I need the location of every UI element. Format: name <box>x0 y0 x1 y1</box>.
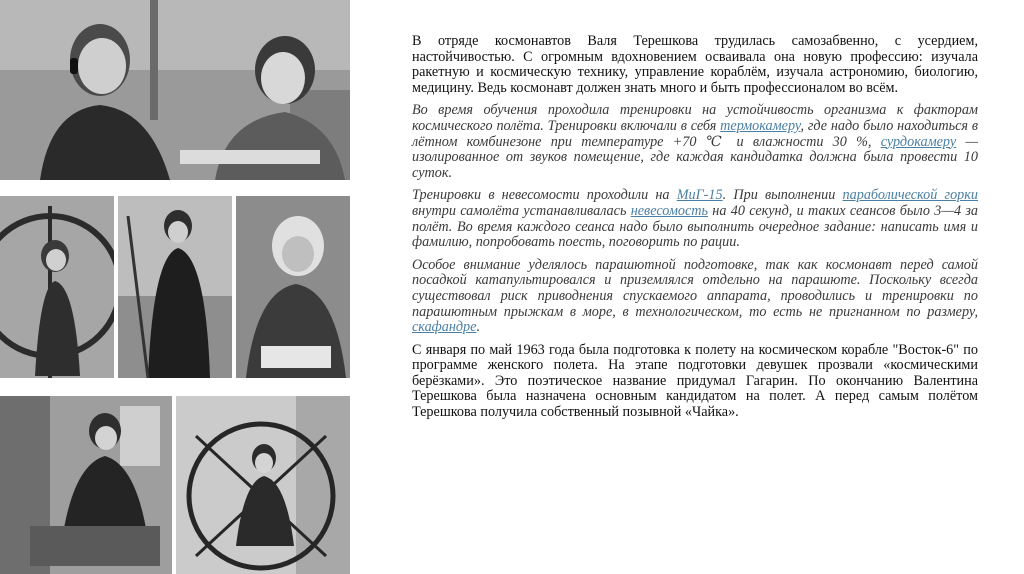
photo-training-equipment <box>118 196 232 378</box>
link-thermochamber[interactable]: термокамеру <box>720 117 801 134</box>
paragraph-intro: В отряде космонавтов Валя Терешкова трудилась самозабвенно, с усердием, настойчивостью. С огромным вдохновением осваивала она новую профессию: изучала ракетную и космическую технику, управление кораблём, изучала астрономию, биологию, медицину. Ведь космонавт должен знать много и быть профессионалом во всём. <box>412 33 978 96</box>
paragraph-parachute <box>412 258 978 336</box>
paragraph-weightlessness-text-d: на 40 секунд, и таких сеансов было 3—4 за полёт. Во время каждого сеанса надо было выполнить очередное задание: написать имя и фамилию, попробовать поесть, поговорить по рации. <box>412 202 979 251</box>
paragraph-training-text-b: , где надо было находиться в лётном комбинезоне при температуре +70 ℃ и влажности 30 %, <box>412 117 978 150</box>
paragraph-training <box>412 103 978 181</box>
photo-helmet-writing <box>236 196 350 378</box>
paragraph-weightlessness-text-a: Тренировки в невесомости проходили на <box>412 187 677 204</box>
photo-gyroscope-trainer <box>0 196 114 378</box>
link-soundproof-chamber[interactable]: сурдокамеру <box>880 133 957 150</box>
paragraph-weightlessness-text-c: внутри самолёта устанавливалась <box>412 202 631 219</box>
link-parabolic-flight[interactable]: параболической горки <box>842 187 978 204</box>
photo-seated-armchair <box>0 396 172 574</box>
paragraph-parachute-text-a: Особое внимание уделялось парашютной подготовке, так как космонавт перед самой посадкой катапультировался и приземлялся отдельно на парашюте. Поскольку всегда существовал риск приводнения спускаемого аппарата, проводились и тренировки по парашютным прыжкам в море, в технологическом, то есть не пригнанном по размеру, <box>412 256 978 320</box>
link-mig15[interactable]: МиГ-15 <box>676 187 723 204</box>
paragraph-training-text-a: Во время обучения проходила тренировки на устойчивость организма к факторам космического полёта. Тренировки включали в себя <box>412 102 978 134</box>
paragraph-parachute-text-b: . <box>476 319 480 336</box>
photo-rotating-wheel <box>176 396 350 574</box>
paragraph-weightlessness-text-b: . При выполнении <box>722 187 843 204</box>
paragraph-training-text-c: — изолированное от звуков помещение, где каждая кандидатка должна была провести 10 суток. <box>412 133 978 181</box>
link-spacesuit[interactable]: скафандре <box>412 319 477 336</box>
article-text <box>412 34 978 428</box>
photo-gagarin-tereshkova-headphones <box>0 0 350 180</box>
paragraph-weightlessness <box>412 188 978 250</box>
paragraph-vostok6: С января по май 1963 года была подготовка к полету на космическом корабле "Восток-6" по программе женского полета. На этапе подготовки девушек прозвали «космическими берёзками». Это поэтическое название придумал Гагарин. По окончанию Валентина Терешкова была назначена основным кандидатом на полет. А перед самым полётом Терешкова получила собственный позывной «Чайка». <box>412 341 978 421</box>
link-weightlessness[interactable]: невесомость <box>630 202 708 219</box>
